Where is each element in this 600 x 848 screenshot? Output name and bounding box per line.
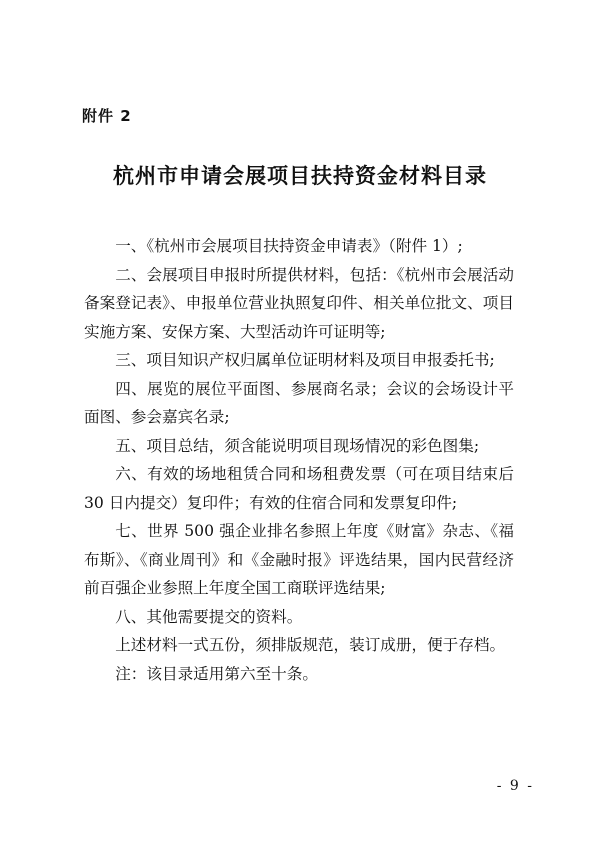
- list-item: 二、会展项目申报时所提供材料，包括：《杭州市会展活动备案登记表》、申报单位营业执照复印件、相关单位批文、项目实施方案、安保方案、大型活动许可证明等;: [84, 265, 514, 341]
- list-item: 一、《杭州市会展项目扶持资金申请表》（附件 1）;: [115, 237, 463, 255]
- list-item: 六、有效的场地租赁合同和场租费发票（可在项目结束后 30 日内提交）复印件；有效的住宿合同和发票复印件;: [84, 465, 514, 512]
- document-body: [84, 232, 514, 688]
- closing-note: 上述材料一式五份，须排版规范，装订成册，便于存档。: [115, 636, 506, 654]
- list-item: 五、项目总结，须含能说明项目现场情况的彩色图集;: [115, 436, 480, 455]
- page-number: - 9 -: [496, 778, 534, 794]
- attachment-label: 附件 2: [82, 107, 132, 125]
- list-item: 八、其他需要提交的资料。: [115, 607, 303, 626]
- list-item: 三、项目知识产权归属单位证明材料及项目申报委托书;: [115, 351, 495, 369]
- footnote: 注：该目录适用第六至十条。: [115, 664, 318, 683]
- list-item: 七、世界 500 强企业排名参照上年度《财富》杂志、《福布斯》、《商业周刊》和《金融时报》评选结果，国内民营经济前百强企业参照上年度全国工商联评选结果;: [84, 522, 514, 597]
- list-item: 四、展览的展位平面图、参展商名录；会议的会场设计平面图、参会嘉宾名录;: [84, 379, 514, 426]
- document-title: 杭州市申请会展项目扶持资金材料目录: [113, 163, 487, 188]
